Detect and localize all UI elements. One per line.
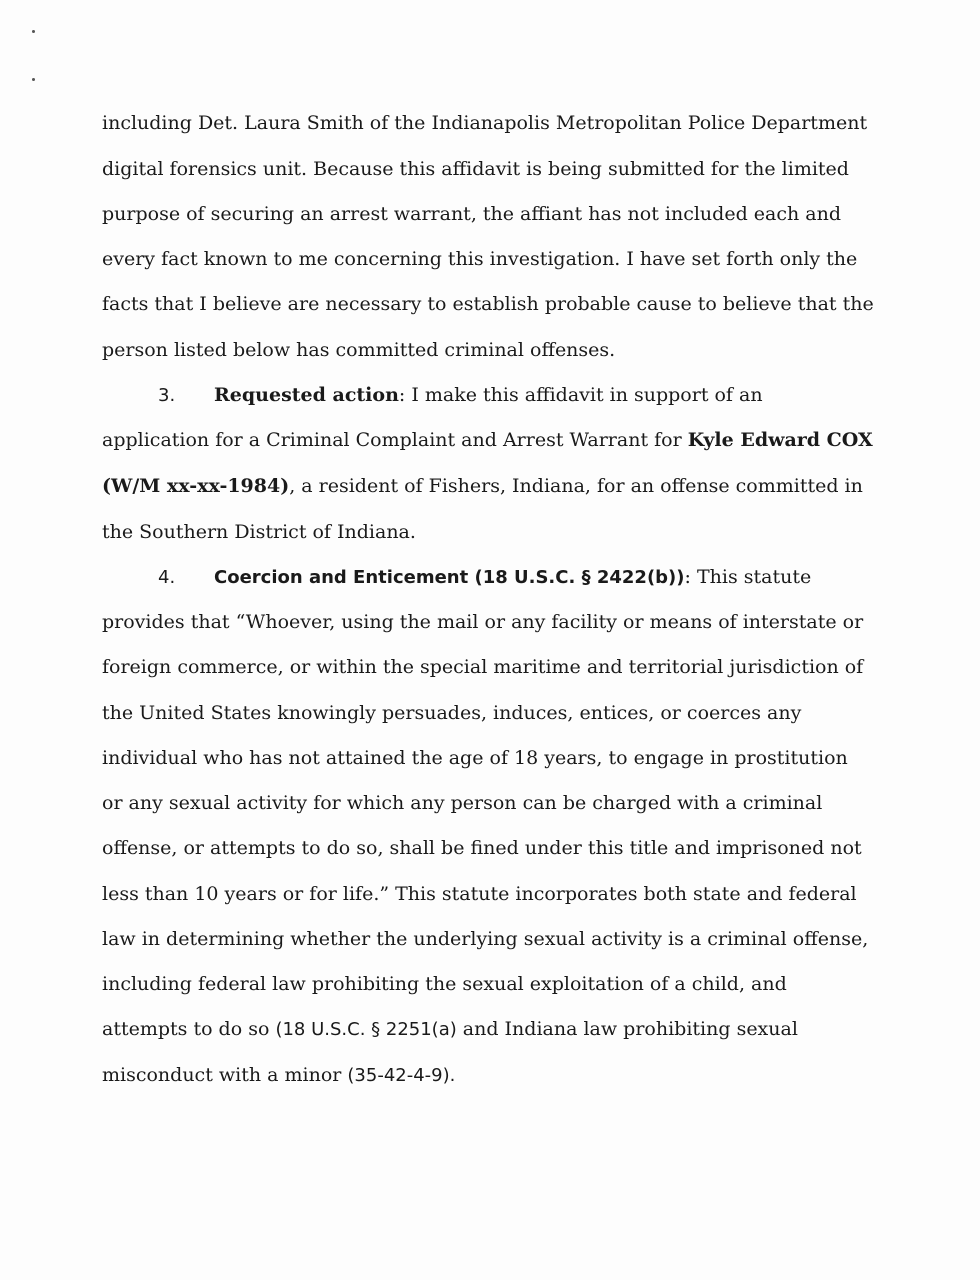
paragraph-text: misconduct with a minor (102, 1064, 348, 1086)
paragraph-text: : This statute (684, 566, 812, 588)
paragraph-text: application for a Criminal Complaint and Arrest Warrant for (102, 429, 688, 451)
paragraph-3-line-3 (102, 474, 863, 498)
paragraph-4-line-8: less than 10 years or for life.” This statute incorporates both state and federal (102, 883, 857, 905)
paragraph-3-line-2 (102, 428, 873, 452)
defendant-name: Kyle Edward COX (687, 429, 873, 451)
intro-line-5: facts that I believe are necessary to establish probable cause to believe that the (102, 293, 874, 315)
intro-line-6: person listed below has committed criminal offenses. (102, 339, 616, 361)
paragraph-number: 3. (158, 385, 176, 406)
paragraph-text: : I make this affidavit in support of an (398, 384, 763, 406)
paragraph-4-line-6: or any sexual activity for which any person can be charged with a criminal (102, 792, 823, 814)
statute-citation: (35-42-4-9). (347, 1065, 456, 1086)
paragraph-text: attempts to do so (102, 1018, 276, 1040)
paragraph-text: , a resident of Fishers, Indiana, for an offense committed in (289, 475, 863, 497)
paragraph-4-line-5: individual who has not attained the age of 18 years, to engage in prostitution (102, 747, 848, 769)
paragraph-3-line-4: the Southern District of Indiana. (102, 521, 416, 543)
paragraph-4-line-9: law in determining whether the underlying sexual activity is a criminal offense, (102, 928, 869, 950)
intro-line-4: every fact known to me concerning this investigation. I have set forth only the (102, 248, 858, 270)
paragraph-4-line-4: the United States knowingly persuades, induces, entices, or coerces any (102, 702, 802, 724)
paragraph-heading: Coercion and Enticement (18 U.S.C. § 2422(b)) (214, 567, 685, 588)
scan-speck (32, 78, 35, 81)
paragraph-4-line-7: offense, or attempts to do so, shall be fined under this title and imprisoned not (102, 837, 862, 859)
paragraph-4-line-11 (102, 1017, 798, 1042)
intro-line-1: including Det. Laura Smith of the Indianapolis Metropolitan Police Department (102, 112, 868, 134)
statute-citation: (18 U.S.C. § 2251(a) (275, 1019, 457, 1040)
intro-line-2: digital forensics unit. Because this affidavit is being submitted for the limited (102, 158, 849, 180)
paragraph-number: 4. (158, 567, 176, 588)
paragraph-heading: Requested action (214, 384, 399, 406)
intro-line-3: purpose of securing an arrest warrant, the affiant has not included each and (102, 203, 841, 225)
paragraph-3-line-1 (158, 383, 763, 408)
paragraph-4-line-3: foreign commerce, or within the special maritime and territorial jurisdiction of (102, 656, 864, 678)
paragraph-4-line-2: provides that “Whoever, using the mail or any facility or means of interstate or (102, 611, 864, 633)
scan-speck (32, 30, 35, 33)
paragraph-4-line-10: including federal law prohibiting the sexual exploitation of a child, and (102, 973, 787, 995)
defendant-descriptor: (W/M xx-xx-1984) (102, 475, 290, 497)
paragraph-4-line-12 (102, 1063, 455, 1088)
paragraph-text: and Indiana law prohibiting sexual (456, 1018, 798, 1040)
paragraph-4-line-1 (158, 565, 811, 590)
